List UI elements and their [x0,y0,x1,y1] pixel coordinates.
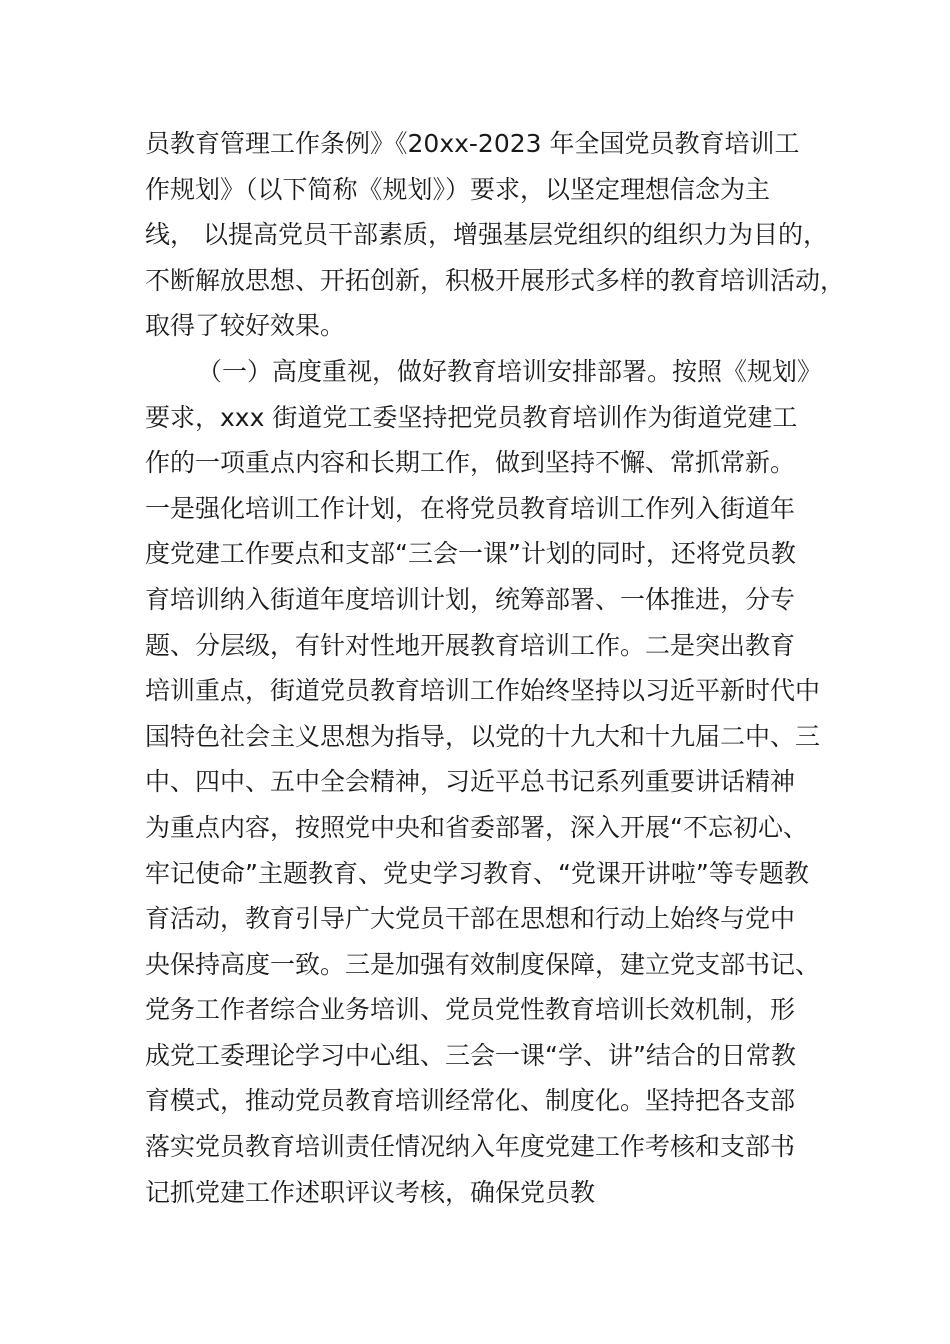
text-line: 不断解放思想、开拓创新，积极开展形式多样的教育培训活动， [145,265,846,295]
text-line: 题、分层级，有针对性地开展教育培训工作。二是突出教育 [145,630,796,660]
text-line: 成党工委理论学习中心组、三会一课“学、讲”结合的日常教 [145,1040,796,1070]
text-line: 育培训纳入街道年度培训计划，统筹部署、一体推进，分专 [145,584,796,614]
text-line: 落实党员教育培训责任情况纳入年度党建工作考核和支部书 [145,1132,796,1162]
text-line: 要求，xxx 街道党工委坚持把党员教育培训作为街道党建工 [145,402,798,432]
text-line: 育模式，推动党员教育培训经常化、制度化。坚持把各支部 [145,1086,796,1116]
section-heading-line: （一）高度重视，做好教育培训安排部署。按照《规划》 [197,356,823,386]
text-line: 国特色社会主义思想为指导，以党的十九大和十九届二中、三 [145,721,821,751]
text-line: 为重点内容，按照党中央和省委部署，深入开展“不忘初心、 [145,812,808,842]
text-line: 取得了较好效果。 [145,311,346,341]
text-line: 员教育管理工作条例》《20xx-2023 年全国党员教育培训工 [145,129,800,158]
text-line: 中、四中、五中全会精神，习近平总书记系列重要讲话精神 [145,767,796,797]
text-line: 育活动，教育引导广大党员干部在思想和行动上始终与党中 [145,904,796,934]
text-line: 党务工作者综合业务培训、党员党性教育培训长效机制，形 [145,995,796,1025]
text-line: 记抓党建工作述职评议考核，确保党员教 [145,1177,596,1207]
text-line: 线， 以提高党员干部素质，增强基层党组织的组织力为目的， [145,220,828,250]
text-line: 培训重点，街道党员教育培训工作始终坚持以习近平新时代中 [145,676,821,706]
text-line: 央保持高度一致。三是加强有效制度保障，建立党支部书记、 [145,949,821,979]
text-line: 作的一项重点内容和长期工作，做到坚持不懈、常抓常新。 [145,448,796,478]
text-line: 度党建工作要点和支部“三会一课”计划的同时，还将党员教 [145,539,796,569]
text-line: 一是强化培训工作计划，在将党员教育培训工作列入街道年 [145,493,796,523]
text-line: 作规划》（以下简称《规划》）要求，以坚定理想信念为主 [145,174,771,204]
text-line: 牢记使命”主题教育、党史学习教育、“党课开讲啦”等专题教 [145,858,809,888]
body-text [145,121,845,1215]
